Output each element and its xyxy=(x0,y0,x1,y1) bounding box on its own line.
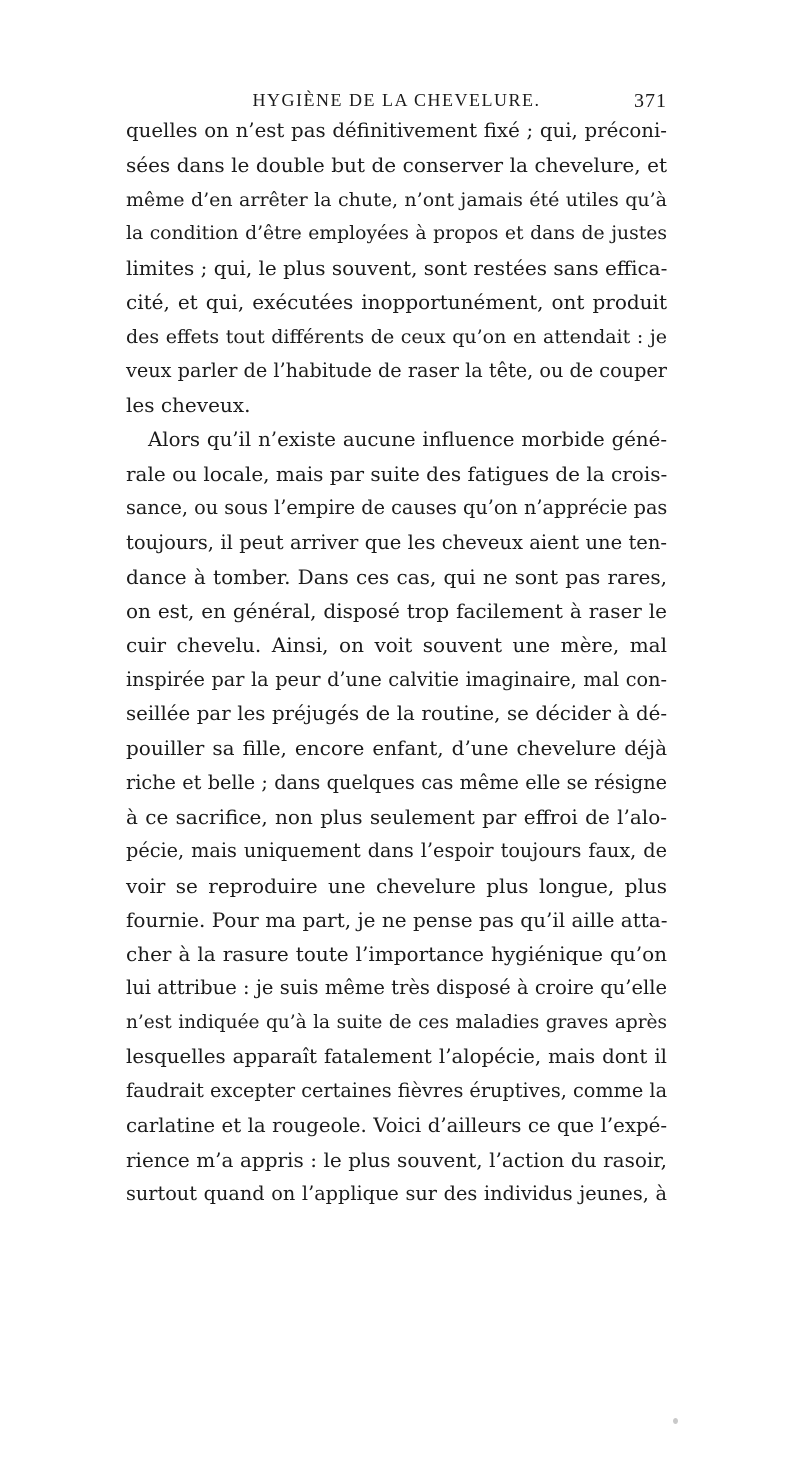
text-line: dance à tomber. Dans ces cas, qui ne sont pas rares, xyxy=(126,564,667,589)
text-line: pouiller sa fille, encore enfant, d’une chevelure déjà xyxy=(126,736,667,761)
text-line: rience m’a appris : le plus souvent, l’action du rasoir, xyxy=(126,1147,667,1172)
text-line: surtout quand on l’applique sur des individus jeunes, à xyxy=(126,1182,667,1206)
text-line: voir se reproduire une chevelure plus longue, plus xyxy=(126,873,667,898)
text-line: seillée par les préjugés de la routine, se décider à dé- xyxy=(126,702,667,726)
text-line: cher à la rasure toute l’importance hygiénique qu’on xyxy=(126,942,667,967)
text-line: des effets tout différents de ceux qu’on en attendait : je xyxy=(126,325,667,348)
text-line: n’est indiquée qu’à la suite de ces maladies graves après xyxy=(126,1011,667,1033)
text-line: la condition d’être employées à propos et dans de justes xyxy=(126,222,667,244)
text-line: riche et belle ; dans quelques cas même elle se résigne xyxy=(126,770,667,794)
text-line: lui attribue : je suis même très disposé à croire qu’elle xyxy=(126,976,667,1000)
text-line: pécie, mais uniquement dans l’espoir toujours faux, de xyxy=(126,839,667,863)
body-text xyxy=(126,114,667,1212)
text-line: quelles on n’est pas définitivement fixé ; qui, préconi- xyxy=(126,119,667,142)
text-line: sance, ou sous l’empire de causes qu’on n’apprécie pas xyxy=(126,496,668,520)
text-line: inspirée par la peur d’une calvitie imaginaire, mal con- xyxy=(126,667,667,691)
text-line: fournie. Pour ma part, je ne pense pas qu’il aille atta- xyxy=(126,907,668,932)
text-line: toujours, il peut arriver que les cheveux aient une ten- xyxy=(126,530,667,554)
text-line: on est, en général, disposé trop facilement à raser le xyxy=(126,599,667,624)
running-title: HYGIÈNE DE LA CHEVELURE. xyxy=(252,90,541,110)
text-line: faudrait excepter certaines fièvres éruptives, comme la xyxy=(126,1079,668,1103)
text-line: sées dans le double but de conserver la chevelure, et xyxy=(126,153,667,178)
text-line: limites ; qui, le plus souvent, sont restées sans effica- xyxy=(126,256,668,281)
text-line: rale ou locale, mais par suite des fatigues de la crois- xyxy=(126,461,668,486)
text-line: les cheveux. xyxy=(126,393,251,418)
text-line: lesquelles apparaît fatalement l’alopécie, mais dont il xyxy=(126,1045,667,1069)
text-line: à ce sacrifice, non plus seulement par effroi de l’alo- xyxy=(126,804,667,829)
paper-speck xyxy=(673,1418,678,1424)
page-number: 371 xyxy=(634,90,667,112)
text-line: même d’en arrêter la chute, n’ont jamais été utiles qu’à xyxy=(126,188,667,211)
text-line: cité, et qui, exécutées inopportunément, ont produit xyxy=(126,290,667,315)
text-line: veux parler de l’habitude de raser la tête, ou de couper xyxy=(126,359,667,383)
text-line: carlatine et la rougeole. Voici d’ailleurs ce que l’expé- xyxy=(126,1113,667,1137)
text-line: cuir chevelu. Ainsi, on voit souvent une mère, mal xyxy=(126,633,667,658)
text-line: Alors qu’il n’existe aucune influence morbide géné- xyxy=(148,427,667,451)
